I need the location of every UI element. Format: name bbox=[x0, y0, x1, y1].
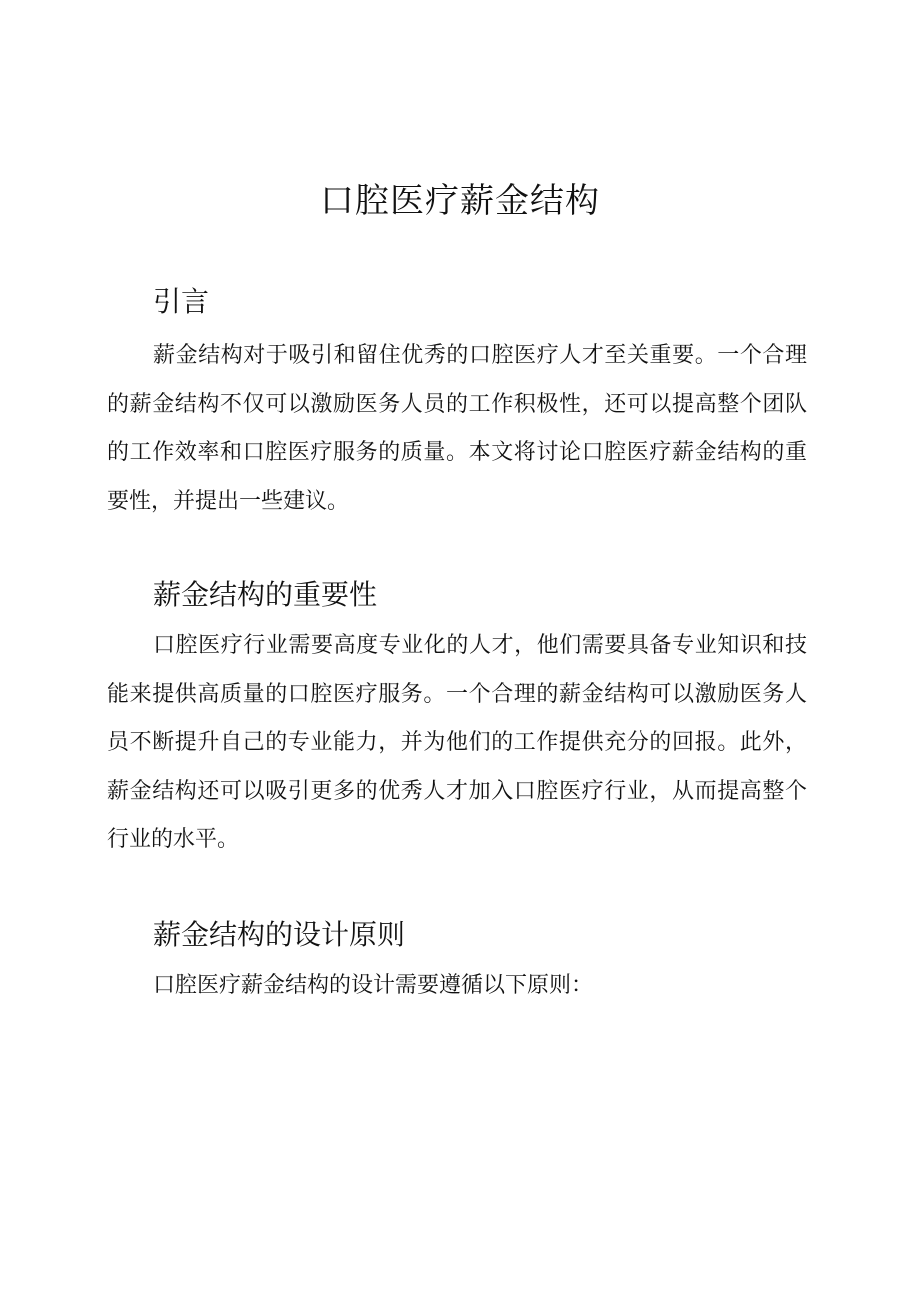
section-heading-intro: 引言 bbox=[153, 285, 210, 318]
section-heading-principles: 薪金结构的设计原则 bbox=[153, 918, 406, 951]
section-paragraph-importance: 口腔医疗行业需要高度专业化的人才，他们需要具备专业知识和技能来提供高质量的口腔医疗服务。一个合理的薪金结构可以激励医务人员不断提升自己的专业能力，并为他们的工作提供充分的回报。此外，薪金结构还可以吸引更多的优秀人才加入口腔医疗行业，从而提高整个行业的水平。 bbox=[107, 633, 807, 852]
section-heading-importance: 薪金结构的重要性 bbox=[153, 578, 378, 611]
section-paragraph-principles: 口腔医疗薪金结构的设计需要遵循以下原则： bbox=[153, 973, 594, 998]
document-title: 口腔医疗薪金结构 bbox=[320, 181, 600, 221]
section-paragraph-intro: 薪金结构对于吸引和留住优秀的口腔医疗人才至关重要。一个合理的薪金结构不仅可以激励医务人员的工作积极性，还可以提高整个团队的工作效率和口腔医疗服务的质量。本文将讨论口腔医疗薪金结构的重要性，并提出一些建议。 bbox=[107, 343, 807, 514]
